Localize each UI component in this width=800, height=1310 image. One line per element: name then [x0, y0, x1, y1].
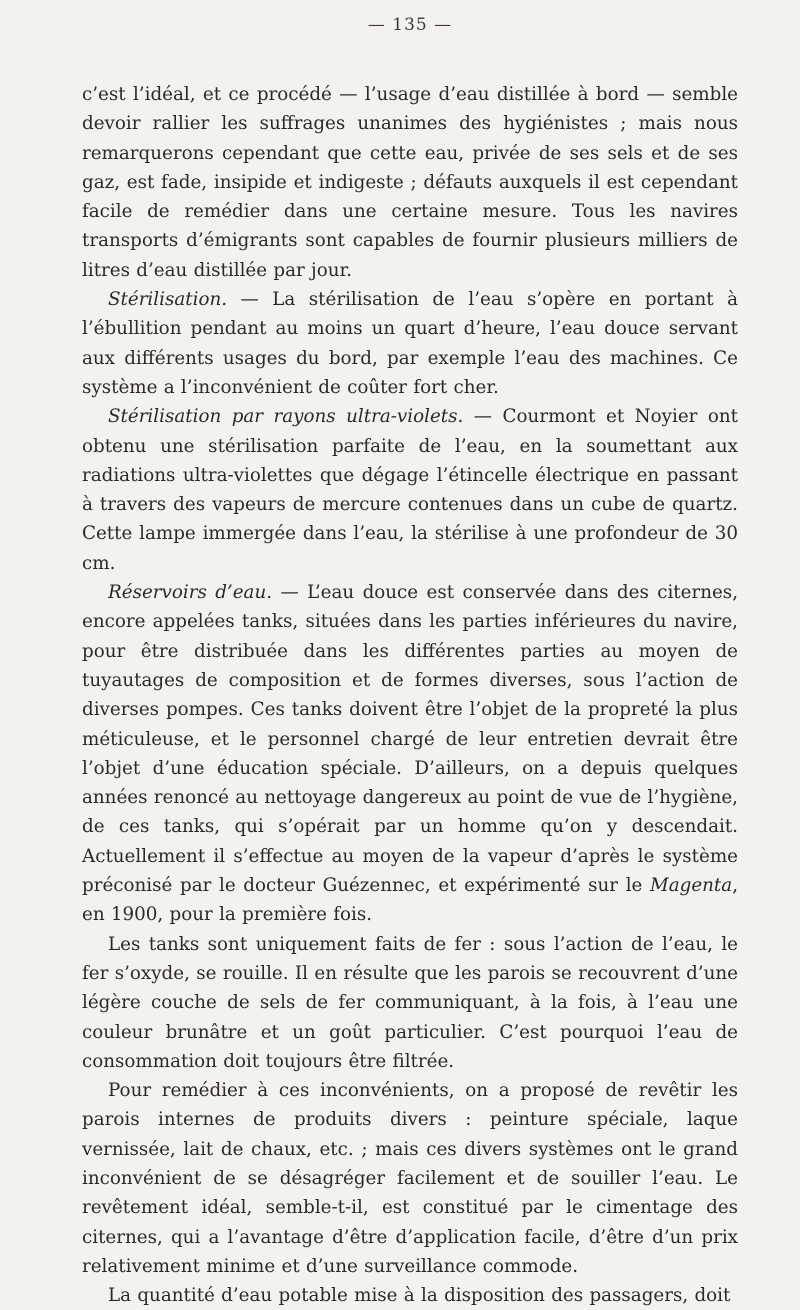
paragraph-text: — Courmont et Noyier ont obtenu une stérilisation parfaite de l’eau, en la soumettant aux radiations ultra-violettes que dégage l’étincelle électrique en passant à travers des vapeurs de mercure contenues dans un cube de quartz. Cette lampe immergée dans l’eau, la stérilise à une profondeur de 30 cm.: [82, 406, 738, 574]
paragraph-text: c’est l’idéal, et ce procédé — l’usage d’eau distillée à bord — semble devoir rallier les suffrages unanimes des hygiénistes ; mais nous remarquerons cependant que cette eau, privée de ses sels et de ses gaz, est fade, insipide et indigeste ; défauts auxquels il est cependant facile de remédier dans une certaine mesure. Tous les navires transports d’émigrants sont capables de fournir plusieurs milliers de litres d’eau distillée par jour.: [82, 84, 738, 281]
paragraph-water-quantity: [82, 1281, 738, 1310]
paragraph-text: , en 1900, pour la première fois.: [82, 875, 738, 926]
paragraph-text: Les tanks sont uniquement faits de fer : sous l’action de l’eau, le fer s’oxyde, se rouille. Il en résulte que les parois se recouvrent d’une légère couche de sels de fer communiquant, à la fois, à l’eau une couleur brunâtre et un goût particulier. C’est pourquoi l’eau de consommation doit toujours être filtrée.: [82, 933, 738, 1072]
paragraph-text: Pour remédier à ces inconvénients, on a proposé de revêtir les parois internes de produits divers : peinture spéciale, laque vernissée, lait de chaux, etc. ; mais ces divers systèmes ont le grand inconvénient de se désagréger facilement et de souiller l’eau. Le revêtement idéal, semble-t-il, est constitué par le cimentage des citernes, qui a l’avantage d’être d’application facile, d’être d’un prix relativement minime et d’une surveillance commode.: [82, 1080, 738, 1277]
paragraph-distilled-water: [82, 80, 738, 285]
paragraph-sterilisation: [82, 285, 738, 402]
section-title-sterilisation: Stérilisation.: [108, 289, 228, 311]
section-title-uv-sterilisation: Stérilisation par rayons ultra-violets.: [108, 406, 464, 428]
ship-name: Magenta: [650, 875, 733, 897]
paragraph-iron-tanks: [82, 930, 738, 1076]
paragraph-text: — La stérilisation de l’eau s’opère en portant à l’ébullition pendant au moins un quart d’heure, l’eau douce servant aux différents usages du bord, par exemple l’eau des machines. Ce système a l’inconvénient de coûter fort cher.: [82, 289, 738, 398]
paragraph-remedies: [82, 1076, 738, 1281]
paragraph-uv-sterilisation: [82, 402, 738, 578]
paragraph-water-reservoirs: [82, 578, 738, 930]
page-number: — 135 —: [367, 15, 453, 35]
paragraph-text: — L’eau douce est conservée dans des citernes, encore appelées tanks, situées dans les parties inférieures du navire, pour être distribuée dans les différentes parties au moyen de tuyautages de composition et de formes diverses, sous l’action de diverses pompes. Ces tanks doivent être l’objet de la propreté la plus méticuleuse, et le personnel chargé de leur entretien devrait être l’objet d’une éducation spéciale. D’ailleurs, on a depuis quelques années renoncé au nettoyage dangereux au point de vue de l’hygiène, de ces tanks, qui s’opérait par un homme qu’on y descendait. Actuellement il s’effectue au moyen de la vapeur d’après le système préconisé par le docteur Guézennec, et expérimenté sur le: [82, 582, 739, 897]
section-title-water-reservoirs: Réservoirs d’eau.: [108, 582, 273, 604]
paragraph-text: La quantité d’eau potable mise à la disposition des passagers, doit: [108, 1285, 731, 1307]
